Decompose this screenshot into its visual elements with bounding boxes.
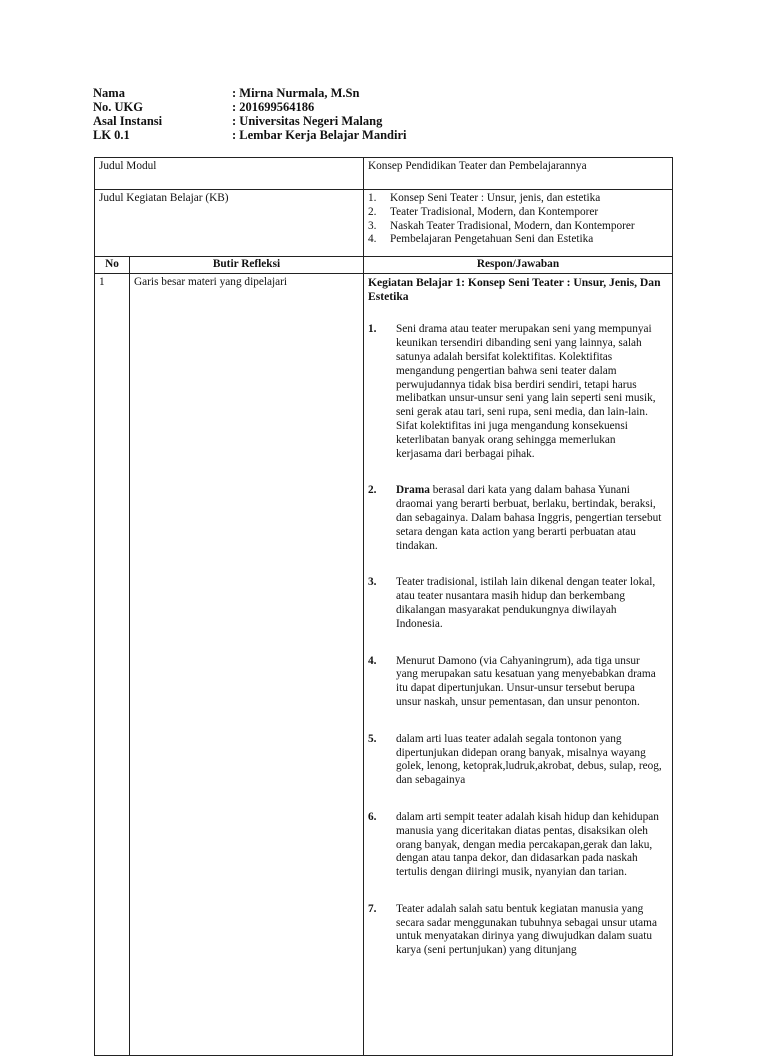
header-butir: Butir Refleksi: [130, 257, 364, 274]
identity-header: [93, 86, 407, 142]
item-number: 4.: [368, 654, 377, 667]
header-label: LK 0.1: [93, 128, 130, 142]
list-item: 3. Naskah Teater Tradisional, Modern, dan Kontemporer: [368, 219, 635, 232]
list-item: 2. Teater Tradisional, Modern, dan Kontemporer: [368, 205, 599, 218]
header-value: : Lembar Kerja Belajar Mandiri: [232, 128, 407, 142]
table-row: [95, 273, 673, 1055]
header-value: : Universitas Negeri Malang: [232, 114, 383, 128]
kb-label: Judul Kegiatan Belajar (KB): [95, 190, 364, 257]
item-body: Menurut Damono (via Cahyaningrum), ada tiga unsur yang merupakan satu kesatuan yang menyebabkan drama itu dapat dipertunjukan. Unsur-unsur tersebut berupa unsur naskah, unsur pementasan, dan unsur penonton.: [396, 654, 656, 708]
row-respon: [364, 273, 673, 1055]
item-body: Teater adalah salah satu bentuk kegiatan manusia yang secara sadar menggunakan tubuhnya sebagai unsur utama untuk menyatakan dirinya yang diwujudkan dalam suatu karya (seni pertunjukan) yang ditunjang: [396, 902, 657, 957]
header-respon: Respon/Jawaban: [364, 257, 673, 274]
item-body: Seni drama atau teater merupakan seni yang mempunyai keunikan tersendiri dibanding seni yang lainnya, salah satunya adalah bersifat kolektifitas. Kolektifitas mengandung pengertian bahwa seni teater dalam perwujudannya tidak bisa berdiri sendiri, tetapi harus melibatkan unsur-unsur seni yang lain seperti seni musik, seni gerak atau tari, seni rupa, seni media, dan lain-lain. Sifat kolektifitas ini juga mengandung konsekuensi keterlibatan banyak orang sehingga memerlukan kerjasama dari berbagai pihak.: [396, 323, 656, 460]
item-text: [396, 484, 668, 553]
header-row-instansi: [93, 114, 407, 128]
modul-label: Judul Modul: [95, 158, 364, 190]
list-item: 1. Konsep Seni Teater : Unsur, jenis, dan estetika: [368, 192, 601, 204]
response-content: [368, 276, 668, 1053]
kb-list: [368, 192, 668, 247]
response-list: [368, 323, 668, 958]
item-text: [396, 323, 668, 461]
item-body: dalam arti sempit teater adalah kisah hidup dan kehidupan manusia yang diceritakan diatas pentas, disaksikan oleh orang banyak, dengan media percakapan,gerak dan laku, dengan atau tanpa dekor, dan didasarkan pada naskah tertulis dengan diiringi musik, nyanyian dan tarian.: [396, 810, 659, 879]
table-header-row: [95, 257, 673, 274]
item-number: 5.: [368, 732, 377, 745]
item-body: Teater tradisional, istilah lain dikenal dengan teater lokal, atau teater nusantara masih hidup dan berkembang dikalangan masyarakat pendukungnya diwilayah Indonesia.: [396, 576, 656, 630]
item-text: [396, 576, 668, 631]
list-item: 4. Pembelajaran Pengetahuan Seni dan Estetika: [368, 233, 594, 246]
kb-list-cell: [364, 190, 673, 257]
row-number: 1: [95, 273, 130, 1055]
list-item: [368, 655, 668, 710]
list-item: [368, 576, 668, 631]
list-item: [368, 903, 668, 958]
header-label: Nama: [93, 86, 125, 100]
header-no: No: [95, 257, 130, 274]
worksheet-table: [94, 157, 673, 1056]
list-item: [368, 811, 668, 880]
list-item: [368, 323, 668, 461]
header-label: No. UKG: [93, 100, 143, 114]
row-butir: Garis besar materi yang dipelajari: [130, 273, 364, 1055]
item-number: 7.: [368, 902, 377, 915]
item-body: berasal dari kata yang dalam bahasa Yunani draomai yang berarti berbuat, berlaku, bertindak, beraksi, dan sebagainya. Dalam bahasa Inggris, pengertian tersebut setara dengan kata action yang berarti perbuatan atau tindakan.: [396, 484, 662, 552]
header-row-ukg: [93, 100, 407, 114]
item-number: 1.: [368, 323, 377, 336]
item-text: [396, 903, 668, 958]
list-item: [368, 733, 668, 788]
item-text: [396, 655, 668, 710]
item-number: 2.: [368, 484, 377, 497]
item-number: 6.: [368, 810, 377, 823]
table-row-kb: [95, 190, 673, 257]
header-value: : 201699564186: [232, 100, 315, 114]
header-row-lk: [93, 128, 407, 142]
header-value: : Mirna Nurmala, M.Sn: [232, 86, 360, 100]
item-body: dalam arti luas teater adalah segala tontonon yang dipertunjukan didepan orang banyak, misalnya wayang golek, lenong, ketoprak,ludruk,akrobat, debus, sulap, reog, dan sebagainya: [396, 732, 662, 787]
response-title: Kegiatan Belajar 1: Konsep Seni Teater : Unsur, Jenis, Dan Estetika: [368, 275, 661, 303]
item-text: [396, 811, 668, 880]
item-number: 3.: [368, 576, 377, 589]
item-bold-term: Drama: [396, 484, 430, 497]
header-label: Asal Instansi: [93, 114, 163, 128]
table-row-modul: [95, 158, 673, 190]
item-text: [396, 733, 668, 788]
header-row-nama: [93, 86, 407, 100]
list-item: [368, 484, 668, 553]
modul-value: Konsep Pendidikan Teater dan Pembelajarannya: [364, 158, 673, 190]
